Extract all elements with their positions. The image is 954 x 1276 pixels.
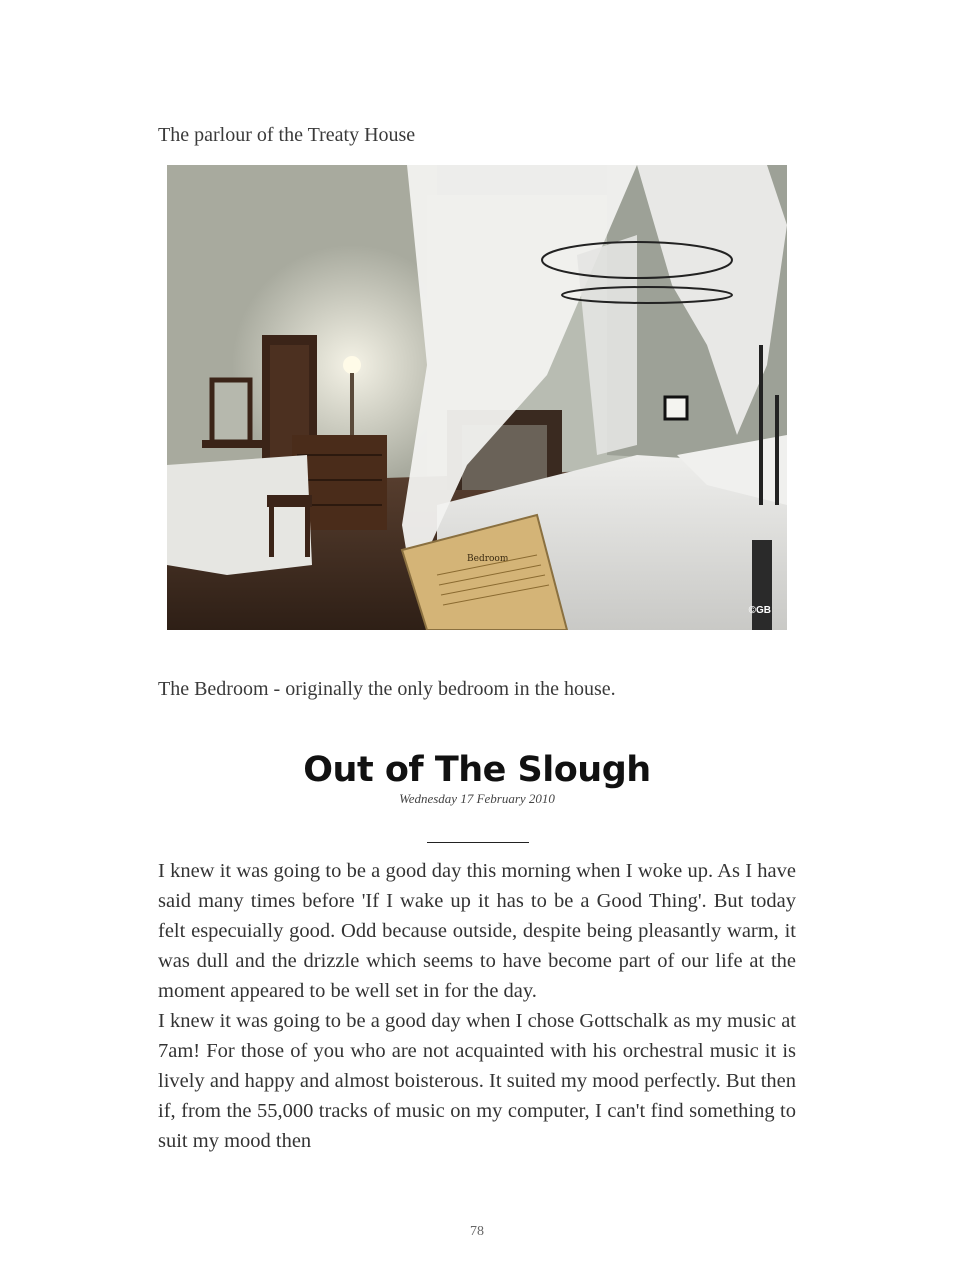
photo-caption-bedroom: The Bedroom - originally the only bedroom in the house. [158,678,616,700]
sign-title: Bedroom [467,554,509,564]
post-title: Out of The Slough [303,750,651,790]
paragraph-1: I knew it was going to be a good day this morning when I woke up. As I have said many times before 'If I wake up it has to be a Good Thing'. But today felt especuially good. Odd because outside, despite being pleasantly warm, it was dull and the drizzle which seems to have become part of our life at the moment appeared to be well set in for the day. [158,860,796,1002]
paragraph-2: I knew it was going to be a good day when I chose Gottschalk as my music at 7am! For those of you who are not acquainted with his orchestral music it is lively and happy and almost boisterous. It suited my mood perfectly. But then if, from the 55,000 tracks of music on my computer, I can't find something to suit my mood then [158,1010,796,1152]
photo-caption-parlour: The parlour of the Treaty House [158,124,416,146]
bedroom-photo [167,165,787,630]
post-date: Wednesday 17 February 2010 [399,791,555,806]
page-number: 78 [470,1224,484,1239]
photo-watermark: ©GB [748,605,771,616]
divider-line [427,842,529,843]
post-body [158,856,796,1156]
